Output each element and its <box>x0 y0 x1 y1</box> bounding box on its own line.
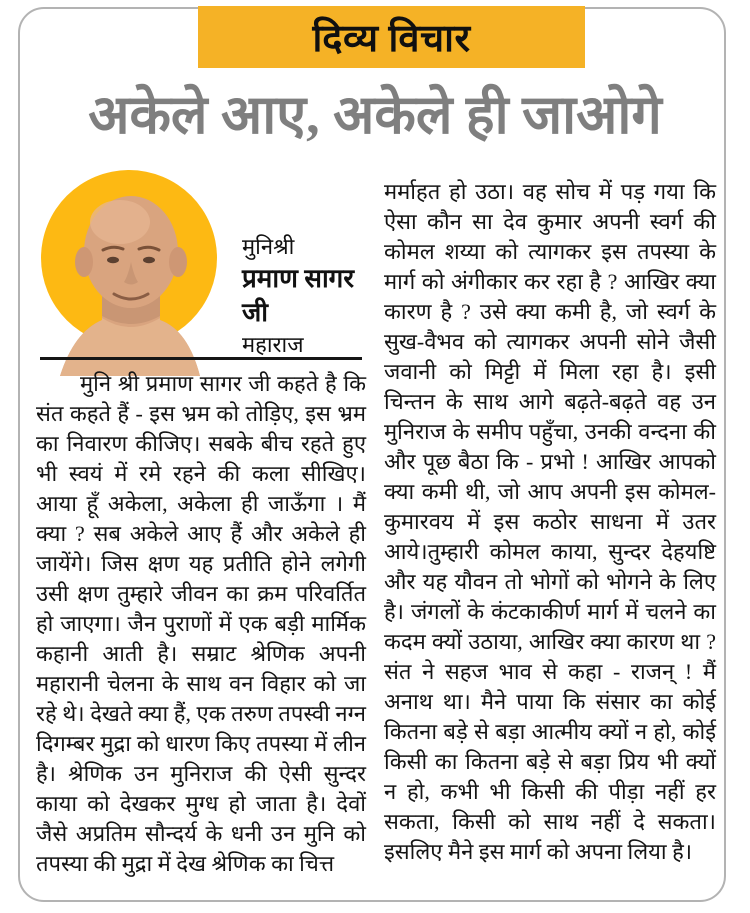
section-banner <box>198 6 585 68</box>
author-name: प्रमाण सागर जी <box>242 264 354 327</box>
monk-portrait-photo <box>40 170 218 376</box>
author-photo-block <box>40 170 364 376</box>
author-name-block <box>242 232 364 376</box>
article-left-column: मुनि श्री प्रमाण सागर जी कहते है कि संत कहते हैं - इस भ्रम को तोड़िए, इस भ्रम का निवारण कीजिए। सबके बीच रहते हुए भी स्वयं में रमे रहने की कला सीखिए। आया हूँ अकेला, अकेला ही जाऊँगा । मैं क्या ? सब अकेले आए हैं और अकेले ही जायेंगे। जिस क्षण यह प्रतीति होने लगेगी उसी क्षण तुम्हारे जीवन का क्रम परिवर्तित हो जाएगा। जैन पुराणों में एक बड़ी मार्मिक कहानी आती है। सम्राट श्रेणिक अपनी महारानी चेलना के साथ वन विहार को जा रहे थे। देखते क्या हैं, एक तरुण तपस्वी नग्न दिगम्बर मुद्रा को धारण किए तपस्या में लीन है। श्रेणिक उन मुनिराज की ऐसी सुन्दर काया को देखकर मुग्ध हो जाता है। देवों जैसे अप्रतिम सौन्दर्य के धनी उन मुनि को तपस्या की मुद्रा में देख श्रेणिक का चित्त <box>36 371 366 876</box>
article-headline: अकेले आए, अकेले ही जाओगे <box>88 85 662 145</box>
divider-rule <box>40 357 362 360</box>
author-suffix: महाराज <box>242 332 304 357</box>
article-right-column: मर्माहत हो उठा। वह सोच में पड़ गया कि ऐसा कौन सा देव कुमार अपनी स्वर्ग की कोमल शय्या को त्यागकर इस तपस्या के मार्ग को अंगीकार कर रहा है ? आखिर क्या कारण है ? उसे क्या कमी है, जो स्वर्ग के सुख-वैभव को त्यागकर अपनी सोने जैसी जवानी को मिट्टी में मिला रहा है। इसी चिन्तन के साथ आगे बढ़ते-बढ़ते वह उन मुनिराज के समीप पहुँचा, उनकी वन्दना की और पूछ बैठा कि - प्रभो ! आखिर आपको क्या कमी थी, जो आप अपनी इस कोमल-कुमारवय में इस कठोर साधना में उतर आये।तुम्हारी कोमल काया, सुन्दर देहयष्टि और यह यौवन तो भोगों को भोगने के लिए है। जंगलों के कंटकाकीर्ण मार्ग में चलने का कदम क्यों उठाया, आखिर क्या कारण था ?संत ने सहज भाव से कहा - राजन् ! मैं अनाथ था। मैने पाया कि संसार का कोई कितना बड़े से बड़ा आत्मीय क्यों न हो, कोई किसी का कितना बड़े से बड़ा प्रिय भी क्यों न हो, कभी भी किसी की पीड़ा नहीं हर सकता, किसी को साथ नहीं दे सकता। इसलिए मैने इस मार्ग को अपना लिया है। <box>384 179 716 864</box>
section-banner-label: दिव्य विचार <box>312 18 471 60</box>
author-prefix: मुनिश्री <box>242 234 295 259</box>
